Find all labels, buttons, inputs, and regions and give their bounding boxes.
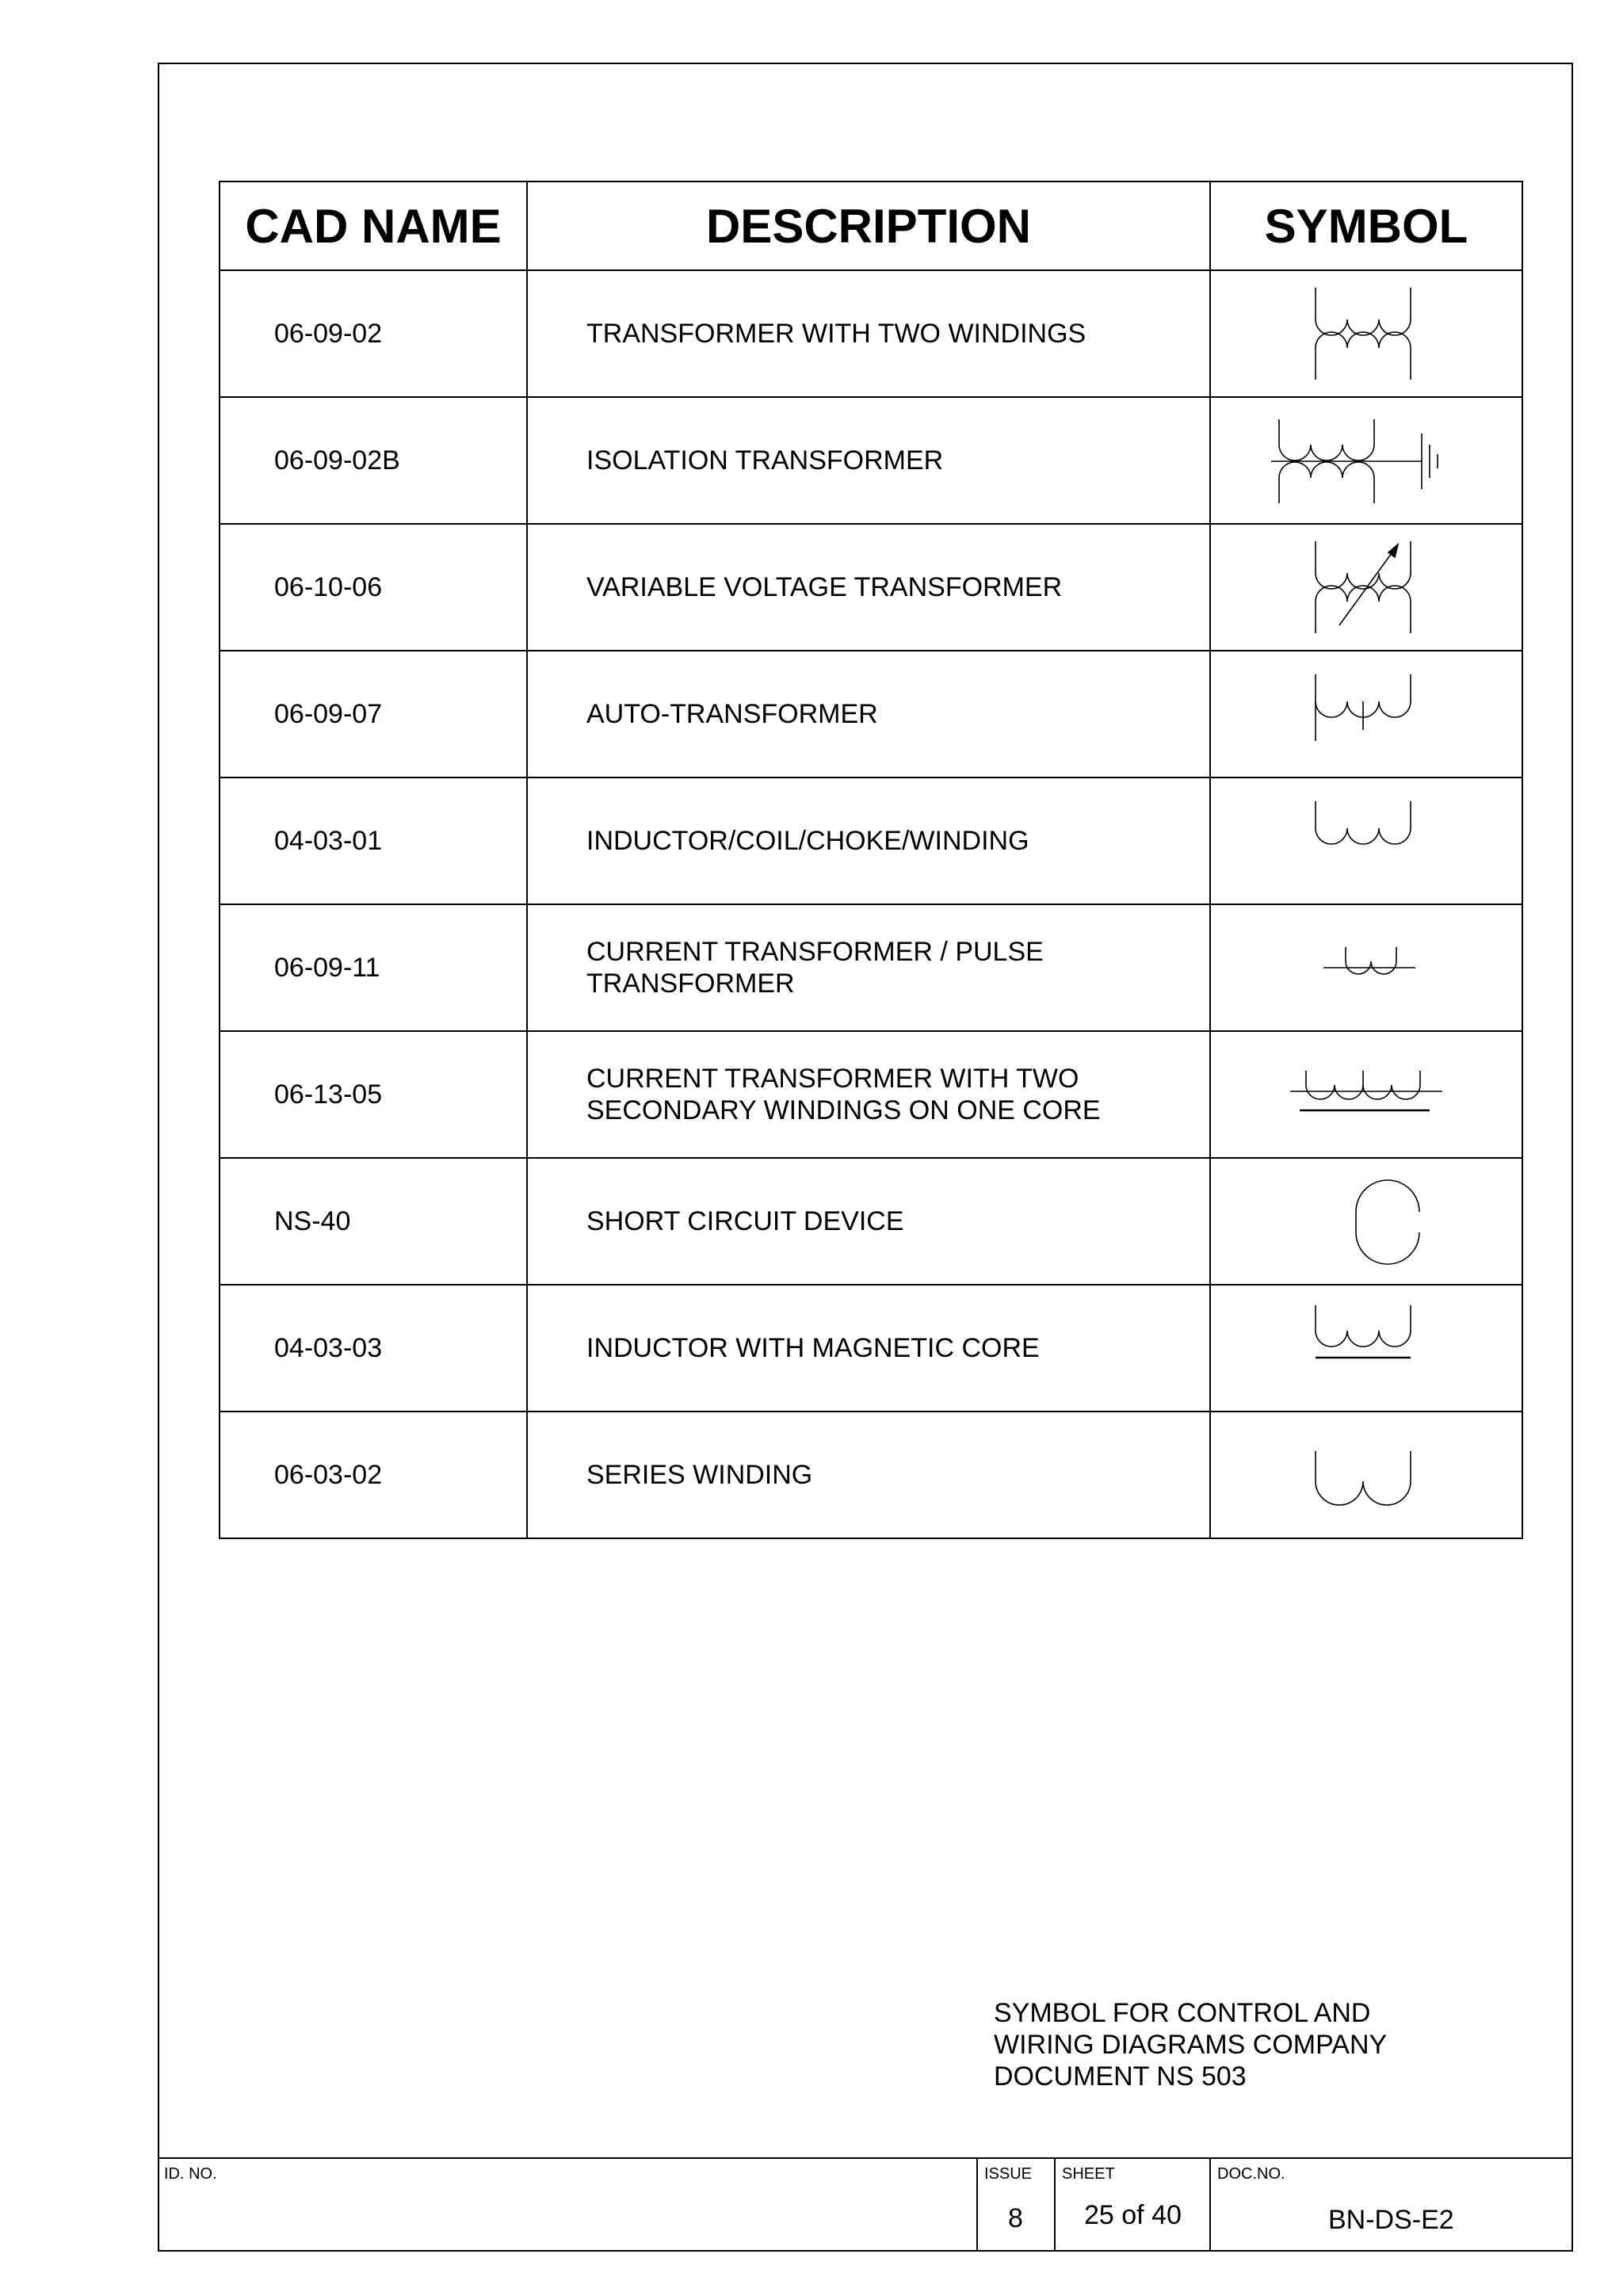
table-row [220, 651, 1522, 777]
symbol-cell [1210, 524, 1522, 651]
symbol-cell [1210, 1412, 1522, 1538]
cad-name-cell: NS-40 [220, 1158, 527, 1285]
symbol-cell [1210, 1158, 1522, 1285]
table-row [220, 777, 1522, 904]
table-row [220, 1412, 1522, 1538]
title-block [158, 2157, 1573, 2252]
table-row [220, 1158, 1522, 1285]
cad-name-cell: 06-09-02 [220, 270, 527, 397]
cad-name-cell: 04-03-03 [220, 1285, 527, 1412]
document-title [994, 1997, 1411, 2092]
symbol-cell [1210, 777, 1522, 904]
symbol-table [219, 181, 1523, 1539]
variable-voltage-transformer-icon [1287, 532, 1445, 643]
cad-name-cell: 06-10-06 [220, 524, 527, 651]
description-cell: AUTO-TRANSFORMER [527, 651, 1210, 777]
doc-no-label: DOC.NO. [1217, 2165, 1285, 2183]
description-cell: ISOLATION TRANSFORMER [527, 397, 1210, 524]
inductor-icon [1287, 785, 1445, 896]
id-no-cell [158, 2159, 976, 2252]
table-row [220, 270, 1522, 397]
document-title-line: SYMBOL FOR CONTROL AND [994, 1998, 1371, 2028]
transformer-two-windings-icon [1287, 278, 1445, 389]
current-transformer-icon [1287, 912, 1445, 1023]
cad-name-cell: 06-09-02B [220, 397, 527, 524]
description-cell: CURRENT TRANSFORMER WITH TWO SECONDARY WINDINGS ON ONE CORE [527, 1031, 1210, 1158]
table-row [220, 1031, 1522, 1158]
description-cell: VARIABLE VOLTAGE TRANSFORMER [527, 524, 1210, 651]
doc-no-value: BN-DS-E2 [1328, 2205, 1454, 2235]
inductor-magnetic-core-icon [1287, 1293, 1445, 1404]
auto-transformer-icon [1287, 659, 1445, 770]
table-header-row [220, 181, 1522, 270]
document-title-line: DOCUMENT NS 503 [994, 2061, 1247, 2092]
symbol-cell [1210, 651, 1522, 777]
description-cell: INDUCTOR WITH MAGNETIC CORE [527, 1285, 1210, 1412]
description-cell: SHORT CIRCUIT DEVICE [527, 1158, 1210, 1285]
description-cell: CURRENT TRANSFORMER / PULSE TRANSFORMER [527, 904, 1210, 1031]
description-cell: INDUCTOR/COIL/CHOKE/WINDING [527, 777, 1210, 904]
symbol-cell [1210, 904, 1522, 1031]
symbol-cell [1210, 1285, 1522, 1412]
sheet-cell [1054, 2159, 1209, 2252]
issue-cell [976, 2159, 1054, 2252]
sheet-value: 25 of 40 [1084, 2200, 1182, 2230]
cad-name-cell: 04-03-01 [220, 777, 527, 904]
doc-no-cell [1209, 2159, 1573, 2252]
description-cell: SERIES WINDING [527, 1412, 1210, 1538]
current-transformer-two-secondary-icon [1279, 1039, 1453, 1150]
symbol-cell [1210, 1031, 1522, 1158]
description-cell: TRANSFORMER WITH TWO WINDINGS [527, 270, 1210, 397]
header-symbol: SYMBOL [1210, 181, 1522, 270]
table-row [220, 1285, 1522, 1412]
table-row [220, 397, 1522, 524]
issue-value: 8 [1008, 2203, 1023, 2233]
symbol-cell [1210, 397, 1522, 524]
sheet-label: SHEET [1062, 2165, 1115, 2183]
isolation-transformer-icon [1255, 405, 1477, 516]
header-description: DESCRIPTION [527, 181, 1210, 270]
id-no-label: ID. NO. [164, 2165, 217, 2183]
short-circuit-device-icon [1287, 1166, 1445, 1277]
header-cad-name: CAD NAME [220, 181, 527, 270]
cad-name-cell: 06-09-07 [220, 651, 527, 777]
cad-name-cell: 06-13-05 [220, 1031, 527, 1158]
series-winding-icon [1279, 1419, 1453, 1530]
cad-name-cell: 06-03-02 [220, 1412, 527, 1538]
table-row [220, 524, 1522, 651]
symbol-cell [1210, 270, 1522, 397]
cad-name-cell: 06-09-11 [220, 904, 527, 1031]
table-row [220, 904, 1522, 1031]
issue-label: ISSUE [984, 2165, 1033, 2183]
document-title-line: WIRING DIAGRAMS COMPANY [994, 2030, 1388, 2060]
